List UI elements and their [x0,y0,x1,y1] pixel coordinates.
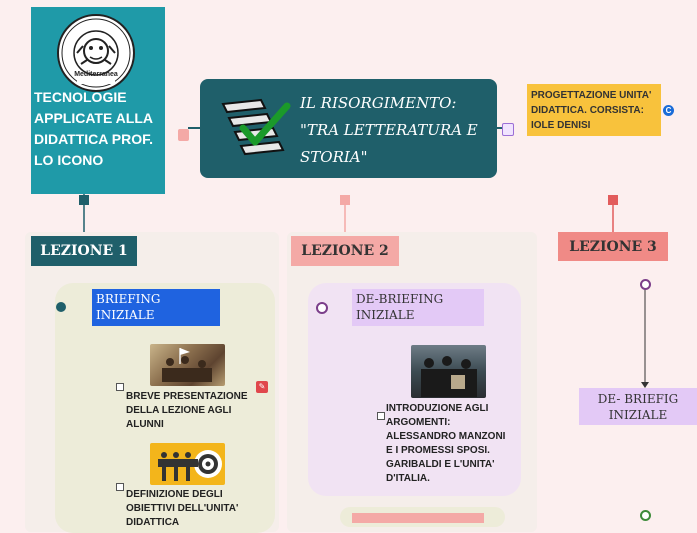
collaborator-badge[interactable]: C [663,105,674,116]
battle-painting-image [150,344,225,386]
lesson-3-node-dot[interactable] [640,279,651,290]
lesson-3-stem-marker [608,195,618,205]
lesson-2-leaf-1[interactable]: INTRODUZIONE AGLI ARGOMENTI: ALESSANDRO MANZONI E I PROMESSI SPOSI. GARIBALDI E L'UNITA' D'ITALIA. [386,403,506,484]
leaf-checkbox[interactable] [116,383,124,391]
lesson-1-node-dot[interactable] [56,302,66,312]
checklist-icon [221,98,295,158]
central-link-icon[interactable] [502,123,514,136]
title-card-text: TECNOLOGIE APPLICATE ALLA DIDATTICA PROF. LO ICONO [34,89,153,168]
target-objectives-image [150,443,225,485]
leaf-checkbox[interactable] [377,412,385,420]
lesson-1-stem-marker [79,195,89,205]
lesson-1-node[interactable]: BRIEFING INIZIALE [92,289,220,326]
lesson-1-leaf-1[interactable]: BREVE PRESENTAZIONE DELLA LEZIONE AGLI ALUNNI [126,391,248,430]
lesson-1-label[interactable]: LEZIONE 1 [31,236,137,266]
sticky-note-text: PROGETTAZIONE UNITA' DIDATTICA. CORSISTA: IOLE DENISI [531,90,652,131]
university-seal-logo [57,14,135,92]
lesson-1-tag-icon[interactable]: ✎ [256,381,268,393]
central-topic-text: IL RISORGIMENTO: "TRA LETTERATURA E STORIA" [300,94,478,166]
lesson-2-node-dot[interactable] [316,302,328,314]
lesson-1-leaf-2[interactable]: DEFINIZIONE DEGLI OBIETTIVI DELL'UNITA' DIDATTICA [126,489,239,528]
lesson-3-next-dot[interactable] [640,510,651,521]
lesson-2-stem-marker [340,195,350,205]
lesson-2-next-node[interactable] [352,513,484,523]
seal-bottom-text: Mediterranea [74,71,118,78]
leaf-checkbox[interactable] [116,483,124,491]
lesson-2-label[interactable]: LEZIONE 2 [291,236,399,266]
lesson-3-node[interactable]: DE- BRIEFIG INIZIALE [579,388,697,425]
historical-painting-image [411,345,486,398]
title-card-attachment-icon[interactable] [178,129,189,141]
lesson-2-node[interactable]: DE-BRIEFING INIZIALE [352,289,484,326]
lesson-3-label[interactable]: LEZIONE 3 [558,232,668,261]
